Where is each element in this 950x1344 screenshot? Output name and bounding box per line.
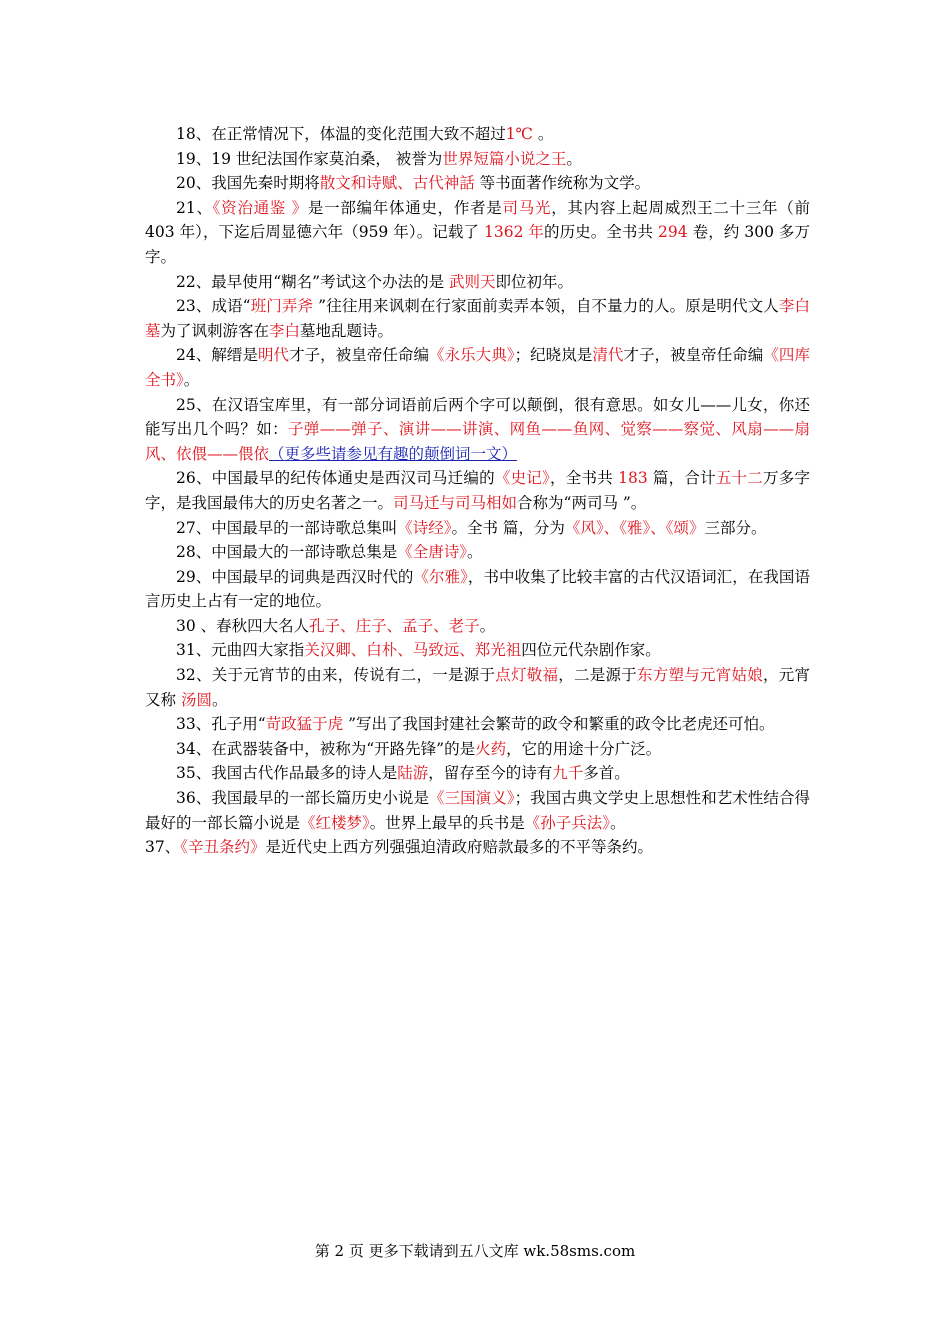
text: 即位初年。 (495, 272, 574, 291)
text: 29、中国最早的词典是西汉时代的 (176, 567, 414, 586)
paragraph-37 (145, 835, 810, 860)
document-body (145, 122, 810, 860)
text: 为了讽刺游客在 (160, 321, 270, 340)
text: 。世界上最早的兵书是 (369, 813, 525, 832)
text: ，它的用途十分广泛。 (506, 739, 662, 758)
text: 。 (610, 813, 626, 832)
text: 卷，约 300 多万字。 (145, 223, 811, 266)
paragraph-33 (145, 712, 810, 737)
paragraph-18 (145, 122, 810, 147)
text: 合称为“两司马 ”。 (517, 493, 647, 512)
text: ”写出了我国封建社会繁苛的政令和繁重的政令比老虎还可怕。 (343, 715, 775, 734)
text: 的历史。全书共 (544, 223, 659, 242)
highlight: 《红楼梦》 (300, 813, 370, 832)
text: 是一部编年体通史，作者是 (307, 198, 503, 217)
text: 才子，被皇帝任命编 (289, 346, 430, 365)
highlight: 关汉卿、白朴、马致远、郑光祖 (304, 641, 522, 660)
highlight: 《四库全书》 (145, 346, 810, 389)
highlight: 五十二 (715, 469, 764, 488)
text: 才子，被皇帝任命编 (623, 346, 764, 365)
text: 万多字字，是我国最伟大的历史名著之一。 (145, 469, 810, 512)
text: 23、成语“ (176, 297, 251, 316)
paragraph-19 (145, 147, 810, 172)
highlight: 《风》、《雅》、《颂》 (564, 518, 705, 537)
highlight: 明代 (257, 346, 290, 365)
text: 。 (566, 149, 582, 168)
text: ，全书共 (550, 469, 619, 488)
highlight: 子弹——弹子、演讲——讲演、网鱼——鱼网、觉察——察觉、风扇——扇风、依偎——偎依 (145, 420, 810, 463)
paragraph-30 (145, 614, 810, 639)
highlight: 孔子、庄子、孟子、老子 (309, 616, 480, 635)
highlight: 苛政猛于虎 (265, 715, 344, 734)
text: ，二是源于 (558, 666, 637, 685)
text: 墓地乱题诗。 (300, 321, 394, 340)
text: ，书中收集了比较丰富的古代汉语词汇，在我国语言历史上占有一定的地位。 (145, 567, 810, 611)
paragraph-28 (145, 540, 810, 565)
highlight: 《诗经》 (397, 518, 452, 537)
text: 21、 (176, 198, 213, 217)
text: 36、我国最早的一部长篇历史小说是 (176, 789, 430, 808)
text: 。 (467, 543, 483, 562)
highlight: 李白 (269, 321, 301, 340)
highlight: 《辛丑条约》 (180, 838, 266, 857)
text: 31、元曲四大家指 (176, 641, 305, 660)
highlight: 《孙子兵法》 (524, 813, 611, 832)
paragraph-25 (145, 393, 810, 467)
text: 28、中国最大的一部诗歌总集是 (176, 543, 398, 562)
text: 等书面著作统称为文学。 (474, 174, 651, 193)
highlight: 《尔雅》 (413, 567, 468, 586)
highlight: 武则天 (449, 272, 496, 291)
paragraph-27 (145, 516, 810, 541)
text: ，元宵又称 (145, 666, 810, 709)
text: 35、我国古代作品最多的诗人是 (176, 764, 398, 783)
paragraph-22 (145, 270, 810, 295)
highlight: 294 (658, 223, 688, 242)
text: 。 (211, 690, 228, 709)
paragraph-34 (145, 737, 810, 762)
highlight: 清代 (592, 346, 624, 365)
text: 篇，合计 (647, 469, 716, 488)
highlight: 《永乐大典》 (429, 346, 515, 365)
highlight: 陆游 (397, 764, 429, 783)
paragraph-29 (145, 565, 810, 614)
text: 。 (183, 370, 200, 389)
highlight: 九千 (552, 764, 584, 783)
highlight: 火药 (475, 739, 507, 758)
text: ，其内容上起周威烈王二十三年（前 403 年），下迄后周显德六年（959 年）。记载了 (145, 198, 810, 242)
highlight: 李白墓 (145, 297, 810, 340)
highlight: 世界短篇小说之王 (442, 149, 567, 168)
paragraph-35 (145, 761, 810, 786)
paragraph-31 (145, 638, 810, 663)
highlight: 司马迁与司马相如 (393, 493, 518, 512)
text: 20、我国先秦时期将 (176, 174, 320, 193)
highlight: 1362 年 (483, 223, 545, 242)
text: 三部分。 (704, 518, 767, 537)
highlight: 点灯敬福 (495, 666, 559, 685)
highlight: 班门弄斧 (250, 297, 314, 316)
highlight: 183 (618, 469, 648, 488)
highlight: 《史记》 (494, 469, 551, 488)
text: 25、在汉语宝库里，有一部分词语前后两个字可以颠倒，很有意思。如女儿——儿女，你还能写出几个吗？如： (145, 395, 810, 439)
text: ，留存至今的诗有 (428, 764, 553, 783)
highlight: 东方塑与元宵姑娘 (636, 666, 763, 685)
paragraph-36 (145, 786, 810, 835)
text: 。 (532, 125, 554, 143)
paragraph-21 (145, 196, 810, 270)
paragraph-20 (145, 171, 810, 196)
text: ；纪晓岚是 (514, 346, 593, 365)
paragraph-23 (145, 294, 810, 343)
text: 四位元代杂剧作家。 (521, 641, 661, 660)
text: 18、在正常情况下，体温的变化范围大致不超过 (176, 125, 506, 143)
paragraph-32 (145, 663, 810, 712)
text: 多首。 (583, 764, 630, 783)
text: 33、孔子用“ (176, 715, 266, 734)
text: 34、在武器装备中，被称为“开路先锋”的是 (176, 739, 476, 758)
text: 26、中国最早的纪传体通史是西汉司马迁编的 (176, 469, 495, 488)
text: 。 (479, 616, 496, 635)
text: 22、最早使用“糊名”考试这个办法的是 (176, 272, 449, 291)
highlight: 司马光 (502, 198, 552, 217)
text: 37、 (145, 838, 181, 857)
text: 是近代史上西方列强强迫清政府赔款最多的不平等条约。 (265, 838, 654, 857)
text: 19、19 世纪法国作家莫泊桑， 被誉为 (176, 149, 443, 168)
highlight: 汤圆 (180, 690, 212, 709)
page-footer: 第 2 页 更多下载请到五八文库 wk.58sms.com (314, 1242, 636, 1260)
text: ；我国古典文学史上思想性和艺术性结合得最好的一部长篇小说是 (145, 789, 810, 832)
text: 24、解缙是 (176, 346, 258, 365)
highlight: 散文和诗赋、古代神話 (319, 174, 475, 193)
highlight: 《资治通鉴 》 (212, 198, 308, 217)
text: 27、中国最早的一部诗歌总集叫 (176, 518, 398, 537)
paragraph-24 (145, 343, 810, 392)
text: 。全书 篇，分为 (451, 518, 565, 537)
reference-link[interactable]: （更多些请参见有趣的颠倒词一文） (269, 444, 518, 463)
text: 30 、春秋四大名人 (176, 616, 310, 635)
highlight: 《三国演义》 (429, 789, 515, 808)
text: 32、关于元宵节的由来，传说有二，一是源于 (176, 666, 496, 685)
highlight: 《全唐诗》 (397, 543, 467, 562)
highlight: 1℃ (505, 125, 533, 143)
paragraph-26 (145, 466, 810, 515)
text: ”往往用来讽刺在行家面前卖弄本领，自不量力的人。原是明代文人 (313, 297, 779, 316)
